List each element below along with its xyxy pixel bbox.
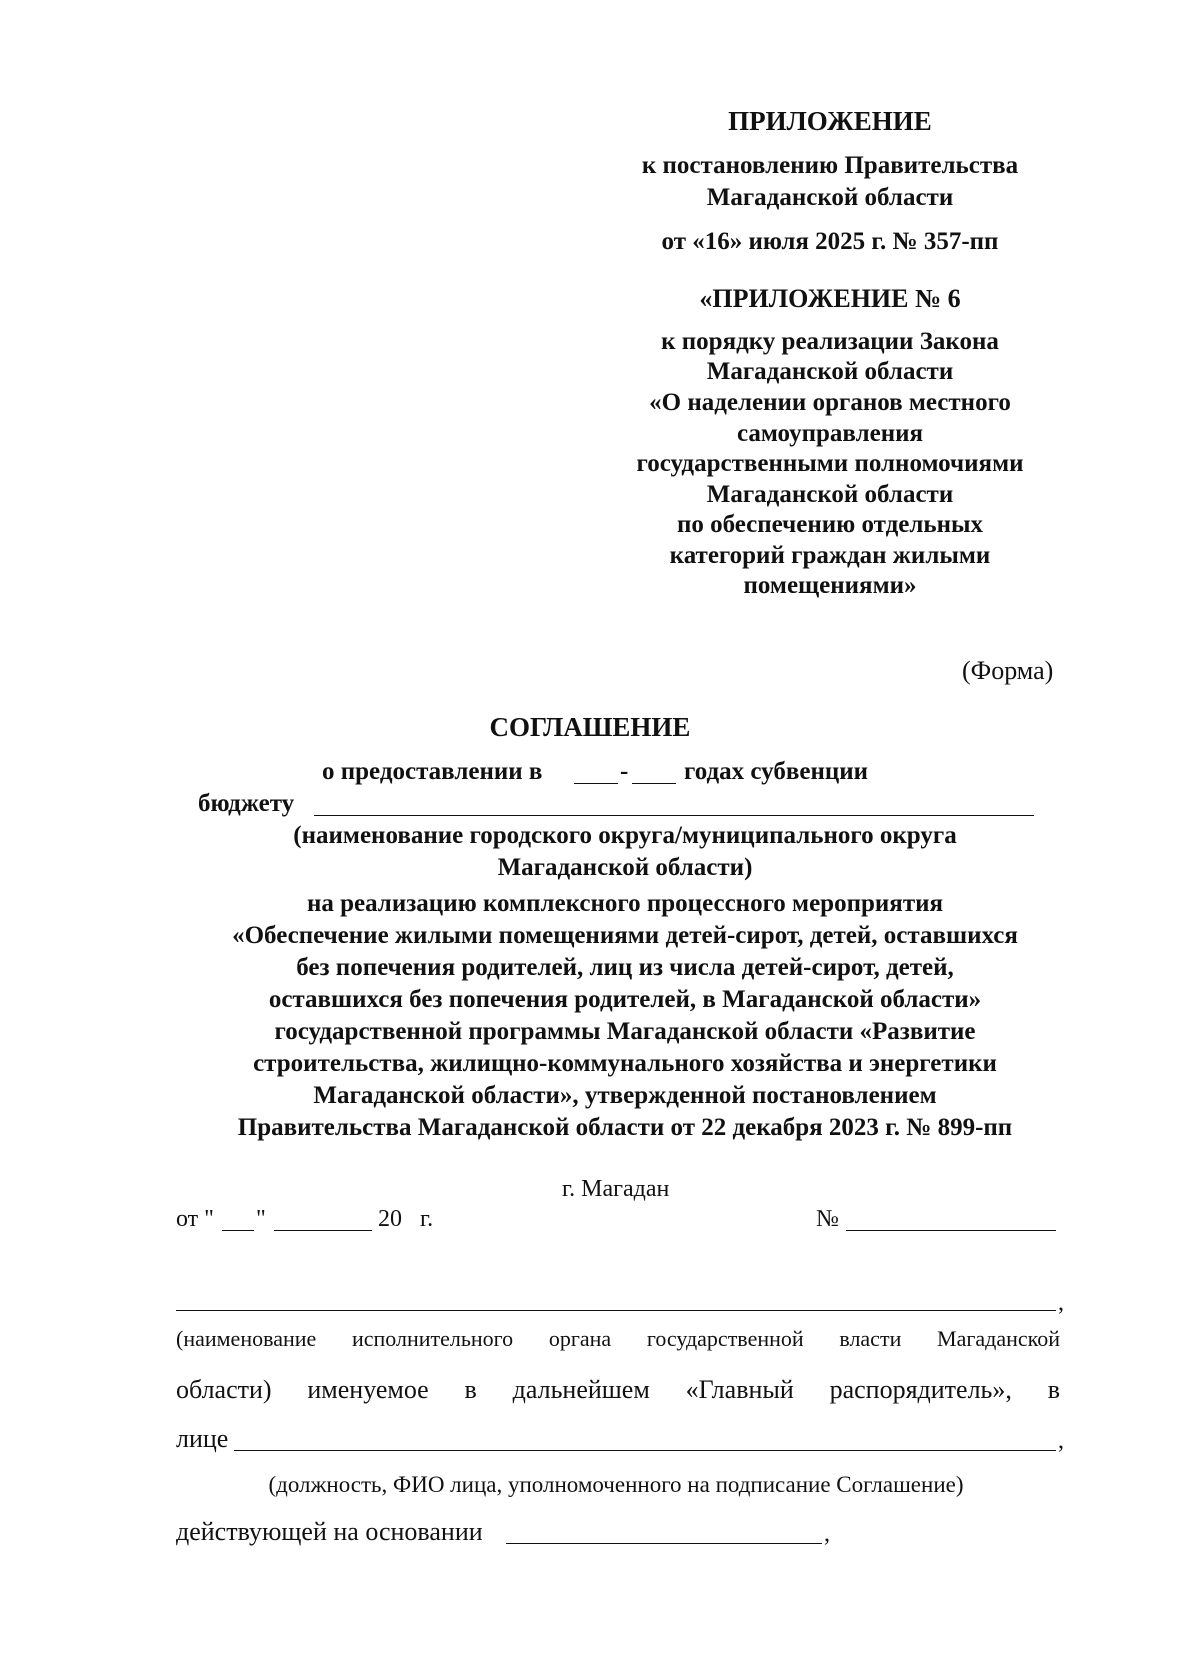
date-from-label: от " <box>176 1206 214 1232</box>
decree-date: от «16» июля 2025 г. № 357-пп <box>661 228 999 255</box>
appendix6-line: государственными полномочиями <box>636 450 1024 477</box>
budget-name-blank[interactable] <box>314 815 1034 816</box>
appendix6-line: помещениями» <box>743 572 917 599</box>
executive-body-blank[interactable] <box>176 1310 1056 1311</box>
agreement-line: «Обеспечение жилыми помещениями детей-сирот, детей, оставшихся <box>232 922 1018 949</box>
agreement-line: строительства, жилищно-коммунального хозяйства и энергетики <box>253 1050 997 1077</box>
agreement-number-blank[interactable] <box>846 1230 1056 1231</box>
body-word: в <box>464 1375 477 1404</box>
appendix-title: ПРИЛОЖЕНИЕ <box>728 106 932 136</box>
subtitle-prefix: о предоставлении в <box>322 758 543 785</box>
position-caption: (должность, ФИО лица, уполномоченного на подписание Соглашение) <box>268 1472 964 1497</box>
budget-label: бюджету <box>198 790 295 817</box>
month-blank[interactable] <box>274 1230 372 1231</box>
caption-word: исполнительного <box>351 1326 514 1351</box>
appendix6-line: «О наделении органов местного <box>649 389 1011 416</box>
agreement-line: без попечения родителей, лиц из числа детей-сирот, детей, <box>296 954 954 981</box>
caption-word: органа <box>548 1326 612 1351</box>
comma: , <box>1058 1290 1064 1316</box>
day-blank[interactable] <box>222 1230 254 1231</box>
number-sign: № <box>816 1206 839 1232</box>
subtitle-dash: - <box>620 758 629 785</box>
basis-blank[interactable] <box>506 1543 822 1544</box>
year-from-blank[interactable] <box>574 783 618 784</box>
decree-line-2: Магаданской области <box>706 184 954 211</box>
appendix6-title: «ПРИЛОЖЕНИЕ № 6 <box>699 284 961 313</box>
caption-word: (наименование <box>176 1326 317 1351</box>
body-word: «Главный <box>685 1375 794 1404</box>
appendix6-line: категорий граждан жилыми <box>669 542 991 569</box>
appendix6-line: Магаданской области <box>706 481 954 508</box>
year-label: 20 г. <box>378 1206 434 1232</box>
body-word: дальнейшем <box>512 1375 650 1404</box>
agreement-line: Магаданской области», утвержденной постановлением <box>313 1082 937 1109</box>
person-blank[interactable] <box>234 1450 1056 1451</box>
caption-word: государственной <box>646 1326 804 1351</box>
basis-label: действующей на основании <box>176 1517 483 1546</box>
caption-word: власти <box>839 1326 902 1351</box>
body-line-2 <box>176 1375 1060 1405</box>
appendix6-line: Магаданской области <box>706 358 954 385</box>
comma: , <box>1058 1428 1064 1454</box>
body-word: распорядитель», <box>829 1375 1012 1404</box>
agreement-line: (наименование городского округа/муниципального округа <box>293 822 957 849</box>
agreement-line: на реализацию комплексного процессного мероприятия <box>306 890 944 917</box>
body-word: в <box>1047 1375 1060 1404</box>
agreement-title: СОГЛАШЕНИЕ <box>489 712 691 742</box>
appendix6-line: самоуправления <box>736 420 924 447</box>
decree-line-1: к постановлению Правительства <box>641 152 1019 179</box>
subtitle-suffix: годах субвенции <box>684 758 869 785</box>
agreement-line: государственной программы Магаданской области «Развитие <box>274 1018 976 1045</box>
caption-word: Магаданской <box>937 1326 1060 1351</box>
year-to-blank[interactable] <box>632 783 676 784</box>
date-quote-close: " <box>256 1206 266 1232</box>
comma: , <box>824 1521 830 1547</box>
agreement-line: Магаданской области) <box>497 854 753 881</box>
body-word: именуемое <box>307 1375 429 1404</box>
agreement-line: оставшихся без попечения родителей, в Магаданской области» <box>268 986 982 1013</box>
agreement-line: Правительства Магаданской области от 22 декабря 2023 г. № 899-пп <box>237 1114 1013 1141</box>
executive-body-caption <box>176 1326 1060 1352</box>
place: г. Магадан <box>562 1176 670 1202</box>
body-word: области) <box>176 1375 272 1404</box>
appendix6-line: по обеспечению отдельных <box>676 511 984 538</box>
person-label: лице <box>176 1424 229 1453</box>
form-label: (Форма) <box>962 656 1054 685</box>
appendix6-line: к порядку реализации Закона <box>661 328 999 355</box>
